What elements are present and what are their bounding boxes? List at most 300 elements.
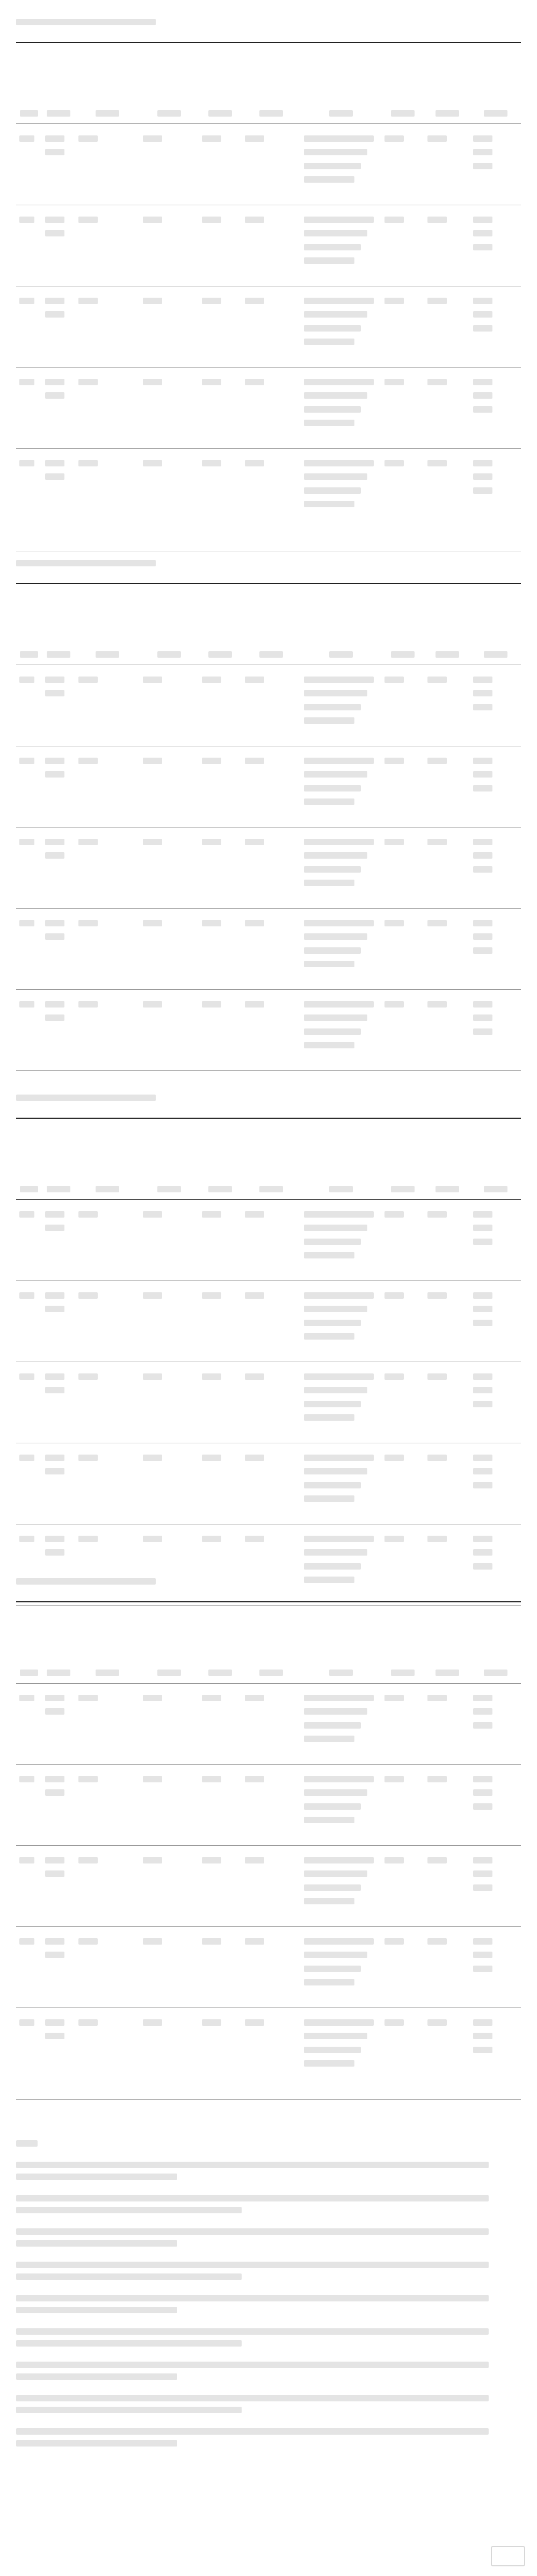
table-cell	[473, 1774, 518, 1815]
text-placeholder	[78, 1776, 98, 1782]
table-cell	[384, 1693, 421, 1707]
text-placeholder	[19, 379, 34, 385]
text-placeholder	[473, 1708, 492, 1715]
text-placeholder	[45, 690, 64, 696]
table-cell	[304, 1534, 378, 1589]
text-placeholder	[19, 1938, 34, 1945]
text-placeholder	[78, 1292, 98, 1299]
text-placeholder	[45, 1938, 64, 1945]
text-placeholder	[202, 839, 221, 845]
text-placeholder	[427, 1001, 447, 1008]
table-cell	[427, 999, 467, 1013]
text-placeholder	[384, 1001, 404, 1008]
text-placeholder	[473, 866, 492, 873]
table-row	[16, 665, 521, 746]
text-placeholder	[304, 1979, 354, 1985]
column-header	[199, 1602, 242, 1683]
table-cell	[202, 215, 238, 228]
table-cell	[45, 2018, 72, 2045]
text-placeholder	[484, 1186, 507, 1192]
table-cell	[245, 215, 297, 228]
text-placeholder	[304, 1898, 354, 1904]
text-placeholder	[16, 2273, 242, 2280]
table-cell	[202, 458, 238, 472]
table-cell	[427, 918, 467, 932]
table-cell	[78, 675, 136, 688]
text-placeholder	[16, 2307, 177, 2313]
table-cell	[45, 1291, 72, 1318]
table-cell	[19, 837, 39, 851]
table-cell	[45, 377, 72, 405]
table-cell	[304, 1774, 378, 1829]
text-placeholder	[45, 1468, 64, 1474]
text-placeholder	[45, 2033, 64, 2039]
text-placeholder	[473, 1001, 492, 1008]
table-cell	[202, 134, 238, 147]
table-cell	[427, 1774, 467, 1788]
text-placeholder	[384, 839, 404, 845]
text-placeholder	[304, 758, 374, 764]
text-placeholder	[96, 1670, 119, 1676]
text-placeholder	[427, 839, 447, 845]
footnote	[16, 2227, 521, 2250]
table-cell	[473, 377, 518, 418]
text-placeholder	[304, 298, 374, 304]
text-placeholder	[208, 110, 232, 117]
text-placeholder	[384, 1776, 404, 1782]
text-placeholder	[16, 2140, 38, 2147]
table-cell	[473, 296, 518, 337]
text-placeholder	[16, 19, 156, 25]
customer-table	[16, 583, 521, 1071]
text-placeholder	[304, 1482, 361, 1488]
table-cell	[427, 134, 467, 147]
text-placeholder	[143, 217, 162, 223]
table-row	[16, 286, 521, 368]
table-cell	[143, 458, 195, 472]
text-placeholder	[45, 1373, 64, 1380]
table-cell	[19, 918, 39, 932]
text-placeholder	[45, 379, 64, 385]
text-placeholder	[20, 110, 38, 117]
column-header	[42, 1602, 75, 1683]
column-header	[424, 1119, 470, 1199]
text-placeholder	[45, 920, 64, 926]
table-cell	[245, 1693, 297, 1707]
text-placeholder	[143, 677, 162, 683]
table-cell	[245, 1855, 297, 1869]
customer-table	[16, 1601, 521, 2100]
table-cell	[384, 1291, 421, 1304]
text-placeholder	[304, 1695, 374, 1701]
text-placeholder	[157, 1670, 181, 1676]
text-placeholder	[384, 1938, 404, 1945]
section-period-title	[16, 1091, 156, 1106]
text-placeholder	[45, 1776, 64, 1782]
text-placeholder	[16, 2195, 489, 2201]
table-cell	[245, 2018, 297, 2031]
table-cell	[384, 1210, 421, 1223]
table-header	[16, 43, 521, 124]
text-placeholder	[304, 852, 367, 859]
table-cell	[202, 2018, 238, 2031]
text-placeholder	[473, 487, 492, 494]
text-placeholder	[427, 758, 447, 764]
text-placeholder	[19, 1857, 34, 1863]
text-placeholder	[78, 460, 98, 466]
table-cell	[384, 134, 421, 147]
table-cell	[202, 1291, 238, 1304]
text-placeholder	[143, 2019, 162, 2026]
watermark-logo	[491, 2546, 525, 2566]
text-placeholder	[384, 1373, 404, 1380]
table-cell	[384, 2018, 421, 2031]
column-header	[42, 584, 75, 665]
table-cell	[304, 1693, 378, 1748]
table-cell	[19, 1291, 39, 1304]
text-placeholder	[473, 135, 492, 142]
table-cell	[19, 1855, 39, 1869]
table-cell	[384, 458, 421, 472]
table-cell	[427, 1291, 467, 1304]
text-placeholder	[78, 1536, 98, 1542]
text-placeholder	[202, 1857, 221, 1863]
column-header	[242, 43, 301, 124]
table-cell	[304, 296, 378, 351]
text-placeholder	[45, 149, 64, 155]
text-placeholder	[45, 135, 64, 142]
text-placeholder	[202, 1292, 221, 1299]
table-cell	[45, 675, 72, 702]
table-cell	[245, 918, 297, 932]
text-placeholder	[304, 501, 354, 507]
text-placeholder	[427, 217, 447, 223]
text-placeholder	[143, 460, 162, 466]
text-placeholder	[245, 1938, 264, 1945]
table-cell	[427, 2018, 467, 2031]
table-cell	[202, 377, 238, 391]
table-cell	[143, 377, 195, 391]
text-placeholder	[78, 1455, 98, 1461]
text-placeholder	[202, 1776, 221, 1782]
text-placeholder	[304, 1306, 367, 1312]
table-cell	[202, 1453, 238, 1466]
text-placeholder	[202, 1373, 221, 1380]
text-placeholder	[436, 1186, 459, 1192]
table-cell	[384, 837, 421, 851]
table-cell	[304, 377, 378, 432]
text-placeholder	[391, 1670, 415, 1676]
table-cell	[45, 1372, 72, 1399]
text-placeholder	[304, 2019, 374, 2026]
text-placeholder	[245, 677, 264, 683]
table-cell	[473, 756, 518, 797]
text-placeholder	[78, 1695, 98, 1701]
text-placeholder	[16, 560, 156, 566]
text-placeholder	[143, 1695, 162, 1701]
text-placeholder	[245, 135, 264, 142]
notes-heading	[16, 2139, 521, 2150]
table-header	[16, 1602, 521, 1683]
text-placeholder	[473, 1536, 492, 1542]
text-placeholder	[16, 2407, 242, 2413]
text-placeholder	[16, 2162, 489, 2168]
table-cell	[245, 1534, 297, 1548]
table-cell	[473, 1855, 518, 1896]
text-placeholder	[384, 677, 404, 683]
text-placeholder	[304, 1292, 374, 1299]
table-cell	[19, 999, 39, 1013]
table-cell	[45, 1937, 72, 1964]
text-placeholder	[78, 1938, 98, 1945]
text-placeholder	[20, 1670, 38, 1676]
table-cell	[304, 756, 378, 811]
text-placeholder	[19, 1695, 34, 1701]
text-placeholder	[45, 1549, 64, 1556]
text-placeholder	[473, 852, 492, 859]
table-cell	[202, 1372, 238, 1385]
text-placeholder	[16, 2362, 489, 2368]
text-placeholder	[427, 1211, 447, 1218]
table-cell	[78, 1534, 136, 1548]
table-row	[16, 909, 521, 990]
text-placeholder	[427, 379, 447, 385]
text-placeholder	[473, 325, 492, 332]
text-placeholder	[245, 1001, 264, 1008]
table-cell	[384, 1774, 421, 1788]
column-header	[42, 1119, 75, 1199]
table-cell	[304, 1372, 378, 1427]
table-cell	[245, 1937, 297, 1950]
table-cell	[384, 999, 421, 1013]
text-placeholder	[96, 110, 119, 117]
table-cell	[45, 837, 72, 865]
table-cell	[304, 1937, 378, 1991]
text-placeholder	[245, 1536, 264, 1542]
table-cell	[19, 215, 39, 228]
column-header	[75, 584, 140, 665]
table-cell	[245, 458, 297, 472]
text-placeholder	[384, 2019, 404, 2026]
table-cell	[304, 1453, 378, 1508]
text-placeholder	[473, 839, 492, 845]
text-placeholder	[384, 1211, 404, 1218]
text-placeholder	[473, 392, 492, 399]
table-cell	[245, 837, 297, 851]
text-placeholder	[304, 1803, 361, 1810]
table-cell	[304, 837, 378, 892]
text-placeholder	[384, 1455, 404, 1461]
text-placeholder	[304, 1952, 367, 1958]
text-placeholder	[78, 920, 98, 926]
text-placeholder	[427, 460, 447, 466]
footnote	[16, 2160, 521, 2184]
table-cell	[473, 675, 518, 716]
column-header	[424, 43, 470, 124]
table-cell	[143, 1774, 195, 1788]
text-placeholder	[304, 798, 354, 805]
table-cell	[427, 458, 467, 472]
customer-table	[16, 42, 521, 551]
text-placeholder	[304, 1252, 354, 1258]
footnote	[16, 2260, 521, 2284]
text-placeholder	[473, 1239, 492, 1245]
text-placeholder	[473, 785, 492, 791]
table-cell	[45, 1210, 72, 1237]
table-row	[16, 1683, 521, 1765]
text-placeholder	[245, 1373, 264, 1380]
table-cell	[19, 2018, 39, 2031]
table-cell	[304, 999, 378, 1054]
text-placeholder	[45, 677, 64, 683]
column-header	[470, 584, 521, 665]
text-placeholder	[384, 135, 404, 142]
text-placeholder	[304, 947, 361, 954]
table-cell	[473, 999, 518, 1040]
text-placeholder	[473, 1292, 492, 1299]
text-placeholder	[436, 1670, 459, 1676]
text-placeholder	[384, 298, 404, 304]
text-placeholder	[143, 1938, 162, 1945]
table-cell	[19, 1774, 39, 1788]
text-placeholder	[259, 1670, 283, 1676]
table-cell	[19, 675, 39, 688]
text-placeholder	[304, 1884, 361, 1891]
text-placeholder	[78, 379, 98, 385]
text-placeholder	[427, 135, 447, 142]
text-placeholder	[16, 2228, 489, 2235]
table-cell	[19, 756, 39, 769]
text-placeholder	[45, 758, 64, 764]
text-placeholder	[45, 460, 64, 466]
table-row	[16, 205, 521, 286]
text-placeholder	[45, 1536, 64, 1542]
text-placeholder	[19, 1373, 34, 1380]
text-placeholder	[202, 379, 221, 385]
table-cell	[427, 756, 467, 769]
table-row	[16, 828, 521, 909]
column-header	[424, 584, 470, 665]
text-placeholder	[78, 1001, 98, 1008]
table-cell	[473, 1291, 518, 1332]
table-cell	[473, 1534, 518, 1575]
text-placeholder	[19, 1536, 34, 1542]
text-placeholder	[304, 880, 354, 886]
text-placeholder	[304, 311, 367, 318]
text-placeholder	[304, 392, 367, 399]
table-cell	[143, 837, 195, 851]
table-cell	[143, 1937, 195, 1950]
text-placeholder	[47, 1670, 70, 1676]
text-placeholder	[208, 1670, 232, 1676]
table-cell	[245, 1210, 297, 1223]
table-cell	[245, 756, 297, 769]
text-placeholder	[245, 379, 264, 385]
column-header	[75, 1119, 140, 1199]
text-placeholder	[45, 473, 64, 480]
text-placeholder	[245, 1776, 264, 1782]
column-header	[381, 43, 424, 124]
text-placeholder	[157, 1186, 181, 1192]
text-placeholder	[19, 298, 34, 304]
table-cell	[304, 458, 378, 513]
text-placeholder	[304, 339, 354, 345]
table-row	[16, 1362, 521, 1443]
text-placeholder	[16, 1578, 156, 1585]
table-cell	[304, 1855, 378, 1910]
text-placeholder	[19, 135, 34, 142]
text-placeholder	[304, 1333, 354, 1340]
column-header	[199, 1119, 242, 1199]
text-placeholder	[16, 2328, 489, 2335]
text-placeholder	[45, 1211, 64, 1218]
table-cell	[473, 1372, 518, 1413]
text-placeholder	[143, 1001, 162, 1008]
text-placeholder	[304, 1857, 374, 1863]
text-placeholder	[16, 2174, 177, 2180]
footnote	[16, 2193, 521, 2217]
text-placeholder	[473, 406, 492, 413]
table-cell	[78, 1693, 136, 1707]
text-placeholder	[473, 1482, 492, 1488]
text-placeholder	[484, 651, 507, 658]
text-placeholder	[16, 2428, 489, 2435]
text-placeholder	[473, 1549, 492, 1556]
text-placeholder	[45, 1387, 64, 1393]
text-placeholder	[202, 1938, 221, 1945]
text-placeholder	[473, 311, 492, 318]
text-placeholder	[304, 933, 367, 940]
text-placeholder	[19, 1455, 34, 1461]
text-placeholder	[143, 1857, 162, 1863]
column-header	[140, 1119, 199, 1199]
text-placeholder	[45, 2019, 64, 2026]
text-placeholder	[304, 1938, 374, 1945]
table-cell	[304, 1210, 378, 1264]
text-placeholder	[304, 135, 374, 142]
text-placeholder	[473, 704, 492, 710]
table-row	[16, 368, 521, 449]
table-cell	[45, 458, 72, 486]
text-placeholder	[78, 298, 98, 304]
table-cell	[473, 918, 518, 959]
table-cell	[427, 1693, 467, 1707]
column-header	[242, 1119, 301, 1199]
table-cell	[202, 1937, 238, 1950]
table-cell	[45, 918, 72, 946]
text-placeholder	[78, 217, 98, 223]
table-cell	[384, 675, 421, 688]
table-cell	[304, 918, 378, 973]
text-placeholder	[304, 1563, 361, 1570]
text-placeholder	[45, 1292, 64, 1299]
table-cell	[427, 837, 467, 851]
text-placeholder	[208, 651, 232, 658]
text-placeholder	[304, 690, 367, 696]
table-cell	[202, 1534, 238, 1548]
text-placeholder	[436, 110, 459, 117]
text-placeholder	[473, 1803, 492, 1810]
footnote	[16, 2360, 521, 2384]
text-placeholder	[473, 163, 492, 169]
table-cell	[427, 377, 467, 391]
text-placeholder	[427, 298, 447, 304]
table-cell	[202, 837, 238, 851]
table-cell	[45, 999, 72, 1027]
text-placeholder	[45, 933, 64, 940]
text-placeholder	[473, 1870, 492, 1877]
table-cell	[427, 1210, 467, 1223]
